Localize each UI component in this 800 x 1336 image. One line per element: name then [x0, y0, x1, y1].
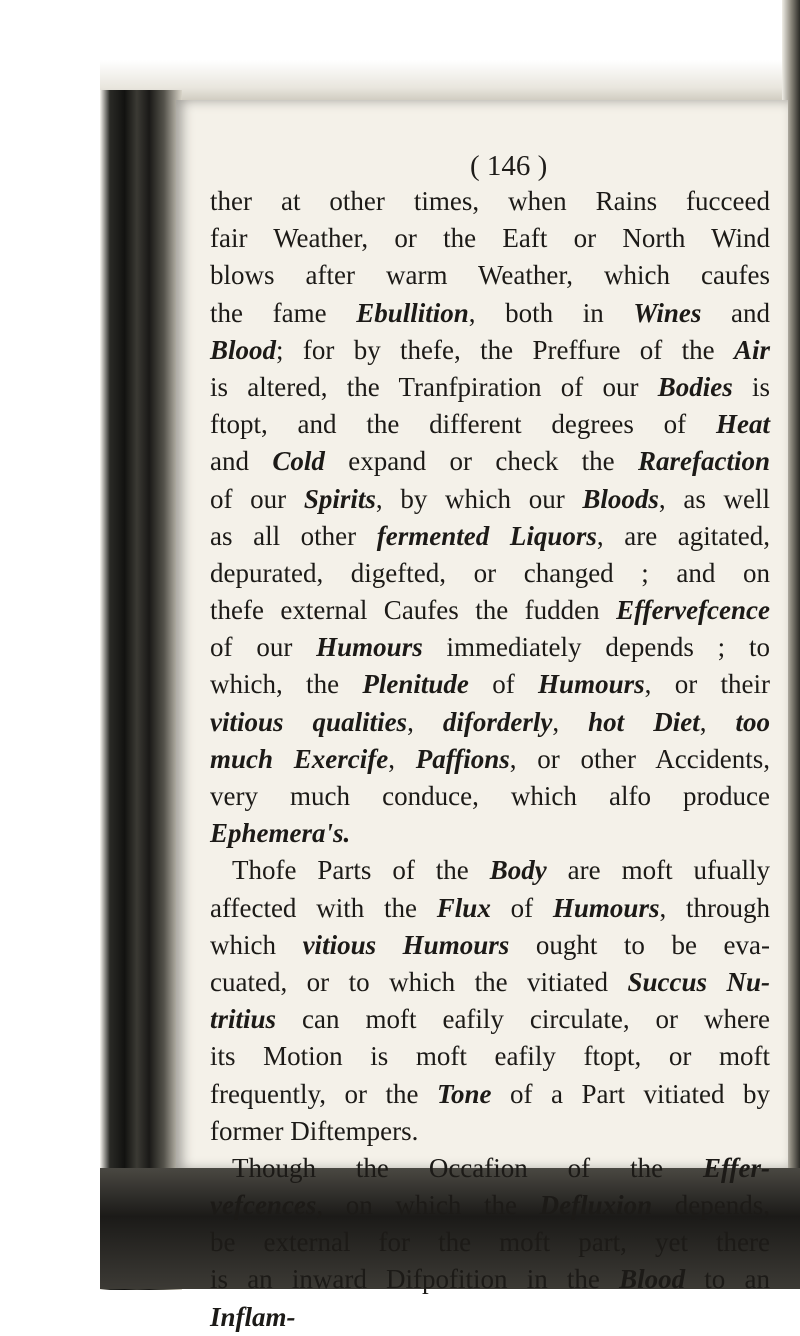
italic-run: Effervefcence	[616, 595, 770, 626]
text-line	[210, 369, 770, 406]
text-run: and	[210, 446, 273, 477]
text-run: , as well	[658, 483, 770, 514]
italic-run: Bodies	[657, 371, 733, 402]
italic-run: Wines	[633, 297, 702, 328]
text-run: is altered, the Tranfpiration of our	[210, 371, 658, 402]
italic-run: Bloods	[582, 483, 659, 514]
text-run: ther at other times, when Rains fucceed	[210, 186, 770, 216]
text-run: which	[210, 929, 303, 960]
text-run: ,	[407, 706, 443, 737]
italic-run: vitious qualities	[210, 706, 408, 737]
italic-run: Heat	[716, 409, 770, 440]
text-line	[210, 1113, 770, 1150]
italic-run: Succus Nu-	[627, 966, 771, 997]
text-line	[210, 927, 770, 964]
italic-run: Blood	[619, 1264, 686, 1295]
text-run: , by which our	[375, 483, 583, 514]
text-run: depurated, digefted, or changed ; and on	[210, 557, 770, 588]
text-line	[210, 1001, 770, 1038]
text-line	[210, 964, 770, 1001]
text-line	[210, 704, 770, 741]
text-run: ,	[388, 743, 416, 774]
text-run: , both in	[468, 297, 634, 328]
text-run: cuated, or to which the vitiated	[210, 966, 628, 997]
text-line	[210, 555, 770, 592]
text-run: of a Part vitiated by	[491, 1078, 770, 1109]
text-run: , are agitated,	[596, 520, 770, 551]
italic-run: Rarefaction	[638, 446, 771, 477]
text-run: to an	[685, 1264, 770, 1295]
italic-run: Ebullition	[356, 297, 469, 328]
italic-run: too	[735, 706, 771, 737]
text-run: ; for by thefe, the Preffure of the	[276, 334, 734, 365]
italic-run: Cold	[272, 446, 325, 477]
text-run: depends,	[652, 1190, 770, 1221]
text-run: former Diftempers.	[210, 1115, 419, 1146]
italic-run: vitious Humours	[302, 929, 510, 960]
text-run: Though the Occafion of the	[232, 1152, 703, 1183]
text-line	[210, 518, 770, 555]
italic-run: Effer-	[703, 1152, 770, 1183]
text-run: ,	[552, 706, 589, 737]
text-line	[210, 1187, 770, 1224]
text-run: which, the	[210, 669, 363, 700]
text-run: blows after warm Weather, which caufes	[210, 260, 770, 291]
italic-run: Body	[489, 855, 547, 886]
italic-run: Plenitude	[362, 669, 469, 700]
text-line	[210, 629, 770, 666]
text-line	[210, 778, 770, 815]
italic-run: Blood	[210, 334, 277, 365]
text-run: and	[701, 297, 770, 328]
italic-run: Air	[733, 334, 770, 365]
italic-run: Tone	[436, 1078, 492, 1109]
italic-run: Paffions	[415, 743, 510, 774]
text-line	[210, 592, 770, 629]
text-run: very much conduce, which alfo produce	[210, 781, 770, 811]
text-run: affected with the	[210, 892, 437, 923]
text-run: its Motion is moft eafily ftopt, or moft	[210, 1041, 770, 1072]
text-line	[210, 1299, 770, 1336]
text-line	[210, 481, 770, 518]
text-line	[210, 220, 770, 257]
italic-run: tritius	[210, 1004, 277, 1035]
italic-run: Inflam-	[210, 1301, 296, 1332]
text-line	[210, 1150, 770, 1187]
text-run: expand or check the	[324, 446, 639, 477]
text-line	[210, 183, 770, 220]
text-run: ftopt, and the different degrees of	[210, 409, 716, 440]
text-line	[210, 1038, 770, 1075]
text-line	[210, 1076, 770, 1113]
text-line	[210, 332, 770, 369]
text-run: fair Weather, or the Eaft or North Wind	[210, 223, 770, 254]
italic-run: hot Diet	[588, 706, 700, 737]
text-run: of	[490, 892, 553, 923]
text-run: of	[468, 669, 539, 700]
italic-run: vefcences	[210, 1190, 317, 1221]
text-line	[210, 257, 770, 294]
italic-run: Spirits	[303, 483, 376, 514]
text-run: as all other	[210, 520, 377, 551]
italic-run: Flux	[436, 892, 491, 923]
text-run: are moft ufually	[546, 855, 770, 886]
italic-run: Humours	[316, 632, 423, 663]
text-run: , on which the	[316, 1190, 540, 1221]
text-run: , or other Accidents,	[509, 743, 770, 774]
text-run: , through	[659, 892, 771, 923]
book-binding-gutter	[100, 90, 182, 1290]
text-line	[210, 741, 770, 778]
italic-run: Humours	[538, 669, 645, 700]
text-run: ought to be eva-	[509, 929, 771, 960]
text-line	[210, 1224, 770, 1261]
text-run: the fame	[210, 297, 357, 328]
text-run: of our	[210, 483, 304, 514]
page-number: ( 146 )	[470, 150, 548, 182]
text-line	[210, 406, 770, 443]
text-line	[210, 890, 770, 927]
body-text	[210, 183, 770, 1336]
italic-run: Defluxion	[539, 1190, 653, 1221]
text-line	[210, 852, 770, 889]
text-run: immediately depends ; to	[422, 632, 770, 663]
text-run: is	[732, 371, 770, 402]
italic-run: Humours	[552, 892, 660, 923]
italic-run: fermented Liquors	[376, 520, 597, 551]
italic-run: much Exercife	[210, 743, 389, 774]
text-line	[210, 815, 770, 852]
text-line	[210, 1261, 770, 1298]
text-run: frequently, or the	[210, 1078, 437, 1109]
text-line	[210, 295, 770, 332]
text-run: be external for the moft part, yet there	[210, 1227, 770, 1258]
text-run: can moft eafily circulate, or where	[276, 1004, 770, 1035]
italic-run: Ephemera's.	[210, 818, 351, 849]
text-line	[210, 443, 770, 480]
text-run: , or their	[644, 669, 770, 700]
text-run: Thofe Parts of the	[232, 855, 490, 886]
text-run: ,	[699, 706, 736, 737]
text-line	[210, 666, 770, 703]
text-run: thefe external Caufes the fudden	[210, 595, 617, 626]
text-run: of our	[210, 632, 317, 663]
text-run: is an inward Difpofition in the	[210, 1264, 620, 1295]
italic-run: diforderly	[442, 706, 553, 737]
